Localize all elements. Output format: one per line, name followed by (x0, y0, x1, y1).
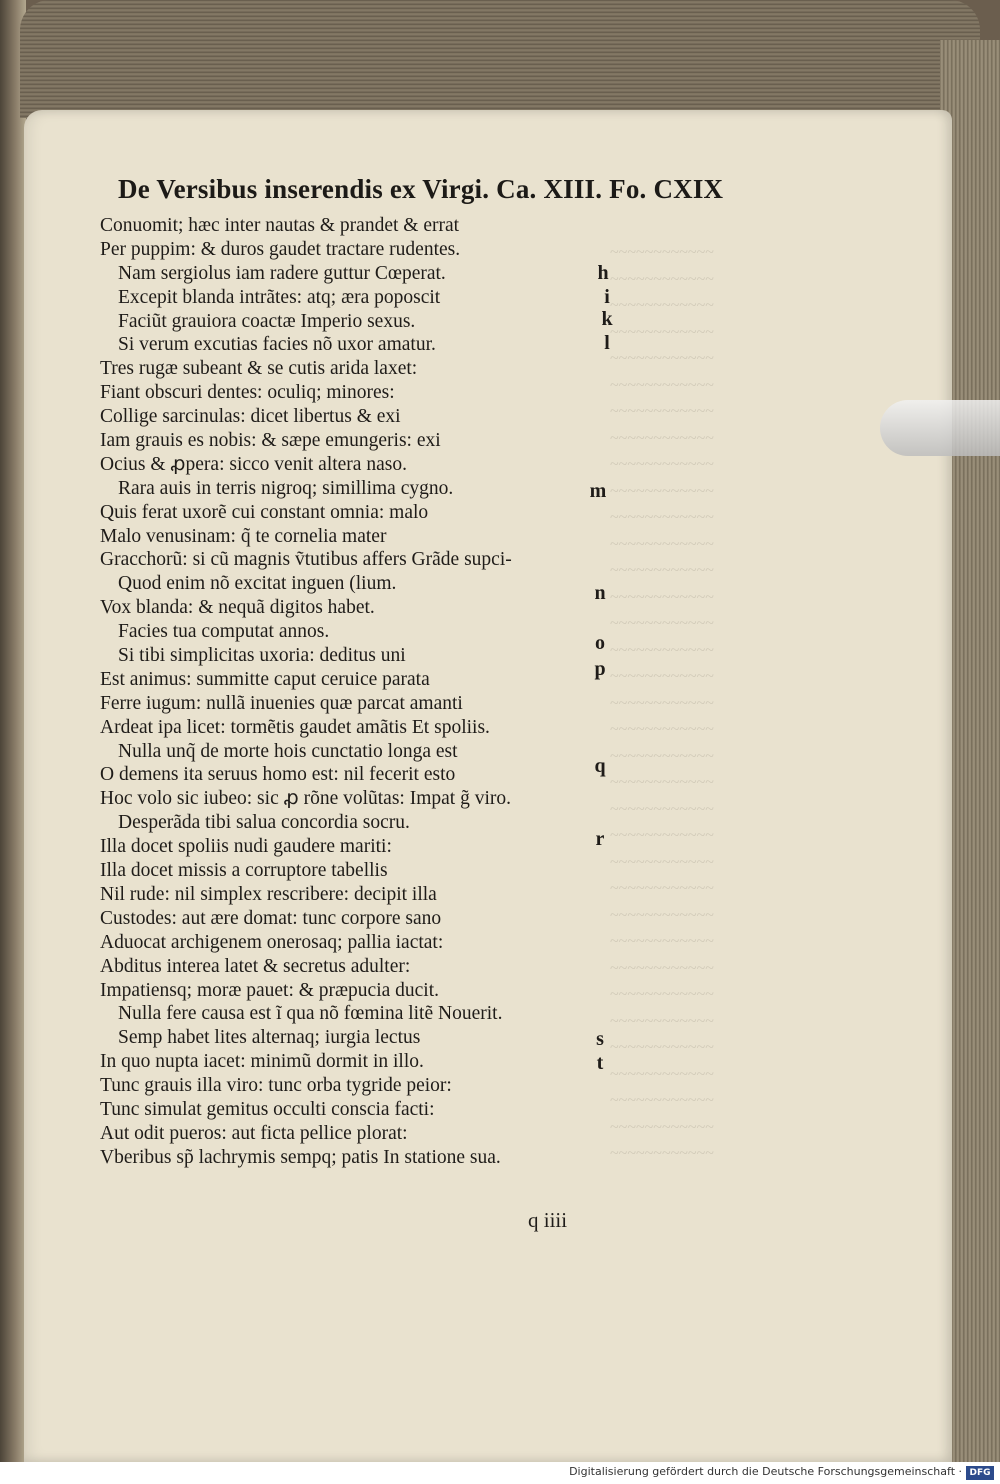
margin-letter: q (594, 755, 606, 777)
margin-letter: s (596, 1028, 604, 1050)
verse-line: In quo nupta iacet: minimũ dormit in illo. (100, 1051, 424, 1073)
verse-line: Gracchorũ: si cũ magnis ṽtutibus affers Grãde supci- (100, 549, 512, 571)
verse-line: Impatiensq; moræ pauet: & præpucia ducit. (100, 979, 440, 1001)
footer-bar (0, 1462, 1000, 1484)
verse-line: Vberibus sp̃ lachrymis sempq; patis In statione sua. (100, 1146, 501, 1168)
catchword: q iiii (528, 1208, 568, 1232)
verse-line: Tunc grauis illa viro: tunc orba tygride peior: (100, 1075, 452, 1097)
verse-line: Hoc volo sic iubeo: sic ꝓ rõne volũtas: Impat g̃ viro. (100, 788, 511, 810)
verse-line: Ocius & ꝓpera: sicco venit altera naso. (100, 453, 407, 475)
verse-line: Rara auis in terris nigroq; simillima cygno. (118, 477, 454, 499)
verse-line: Illa docet spoliis nudi gaudere mariti: (100, 836, 392, 858)
verse-line: Vox blanda: & nequã digitos habet. (100, 597, 375, 619)
verse-line: Si tibi simplicitas uxoria: deditus uni (118, 645, 406, 667)
margin-letter: p (594, 658, 606, 680)
verse-line: Nam sergiolus iam radere guttur Cœperat. (118, 262, 446, 284)
show-through-text: ~~~~~~~~~~~~ ~~~~~~~~~~~~ ~~~~~~~~~~~~ ~~~~~~~~~~~~ ~~~~~~~~~~~~ ~~~~~~~~~~~~ ~~~~~~~~~~~~ ~~~~~~~~~~~~ ~~~~~~~~~~~~ ~~~~~~~~~~~~ ~~~~~~~~~~~~ ~~~~~~~~~~~~ ~~~~~~~~~~~~ ~~~~~~~~~~~~ ~~~~~~~~~~~~ ~~~~~~~~~~~~ ~~~~~~~~~~~~ ~~~~~~~~~~~~ ~~~~~~~~~~~~ ~~~~~~~~~~~~ ~~~~~~~~~~~~ ~~~~~~~~~~~~ ~~~~~~~~~~~~ ~~~~~~~~~~~~ ~~~~~~~~~~~~ ~~~~~~~~~~~~ ~~~~~~~~~~~~ ~~~~~~~~~~~~ ~~~~~~~~~~~~ ~~~~~~~~~~~~ ~~~~~~~~~~~~ ~~~~~~~~~~~~ ~~~~~~~~~~~~ ~~~~~~~~~~~~ ~~~~~~~~~~~~ (610, 244, 714, 1162)
verse-line: Aduocat archigenem onerosaq; pallia iactat: (100, 931, 444, 953)
page-header: De Versibus inserendis ex Virgi. Ca. XIII. Fo. CXIX (118, 174, 724, 204)
book-spine (0, 0, 26, 1462)
dfg-logo: DFG (966, 1466, 994, 1480)
verse-line: Custodes: aut ære domat: tunc corpore sano (100, 907, 442, 929)
verse-line: Ardeat ipa licet: tormẽtis gaudet amãtis Et spoliis. (100, 716, 490, 738)
verse-line: Excepit blanda intrãtes: atq; æra poposcit (118, 286, 441, 308)
margin-letter: m (589, 480, 607, 502)
margin-letter: h (597, 262, 609, 284)
verse-line: Est animus: summitte caput ceruice parata (100, 668, 430, 690)
verse-line: Fiant obscuri dentes: oculiq; minores: (100, 382, 395, 404)
verse-line: Abditus interea latet & secretus adulter: (100, 955, 411, 977)
margin-letter: i (604, 286, 610, 308)
margin-letter: n (594, 582, 606, 604)
margin-letter: r (595, 828, 605, 850)
page-stack-top-edge (20, 0, 980, 118)
verse-line: Quis ferat uxorẽ cui constant omnia: malo (100, 501, 429, 523)
verse-line: Collige sarcinulas: dicet libertus & exi (100, 406, 401, 428)
verse-line: Desperãda tibi salua concordia socru. (118, 812, 410, 834)
verse-line: Quod enim nõ excitat inguen (lium. (118, 573, 397, 595)
verse-text-block (100, 214, 630, 1170)
verse-line: Tres rugæ subeant & se cutis arida laxet: (100, 358, 418, 380)
margin-letter: l (604, 332, 610, 354)
verse-line: O demens ita seruus homo est: nil fecerit esto (100, 764, 456, 786)
verse-line: Nulla unq̃ de morte hois cunctatio longa est (118, 740, 458, 762)
verse-line: Malo venusinam: q̃ te cornelia mater (100, 525, 387, 547)
verse-line: Semp habet lites alternaq; iurgia lectus (118, 1027, 421, 1049)
verse-line: Ferre iugum: nullã inuenies quæ parcat amanti (100, 692, 463, 714)
verse-line: Si verum excutias facies nõ uxor amatur. (118, 334, 436, 356)
verse-line: Per puppim: & duros gaudet tractare rudentes. (100, 238, 461, 260)
verse-line: Iam grauis es nobis: & sæpe emungeris: exi (100, 430, 441, 452)
verse-line: Nulla fere causa est ĩ qua nõ fœmina litẽ Nouerit. (118, 1003, 503, 1025)
verse-line: Conuomit; hæc inter nautas & prandet & errat (100, 215, 460, 236)
margin-letter: t (596, 1052, 604, 1074)
verse-line: Illa docet missis a corruptore tabellis (100, 860, 388, 882)
verse-line: Tunc simulat gemitus occulti conscia facti: (100, 1098, 435, 1120)
verse-line: Aut odit pueros: aut ficta pellice plorat: (100, 1122, 408, 1144)
page-clip (880, 400, 1000, 456)
margin-letter: o (595, 632, 605, 654)
footer-credit: Digitalisierung gefördert durch die Deutsche Forschungsgemeinschaft · (569, 1465, 962, 1478)
margin-letter: k (601, 308, 613, 330)
verse-line: Facies tua computat annos. (118, 621, 330, 643)
verse-line: Faciũt grauiora coactæ Imperio sexus. (118, 310, 416, 332)
verse-line: Nil rude: nil simplex rescribere: decipit illa (100, 883, 437, 905)
